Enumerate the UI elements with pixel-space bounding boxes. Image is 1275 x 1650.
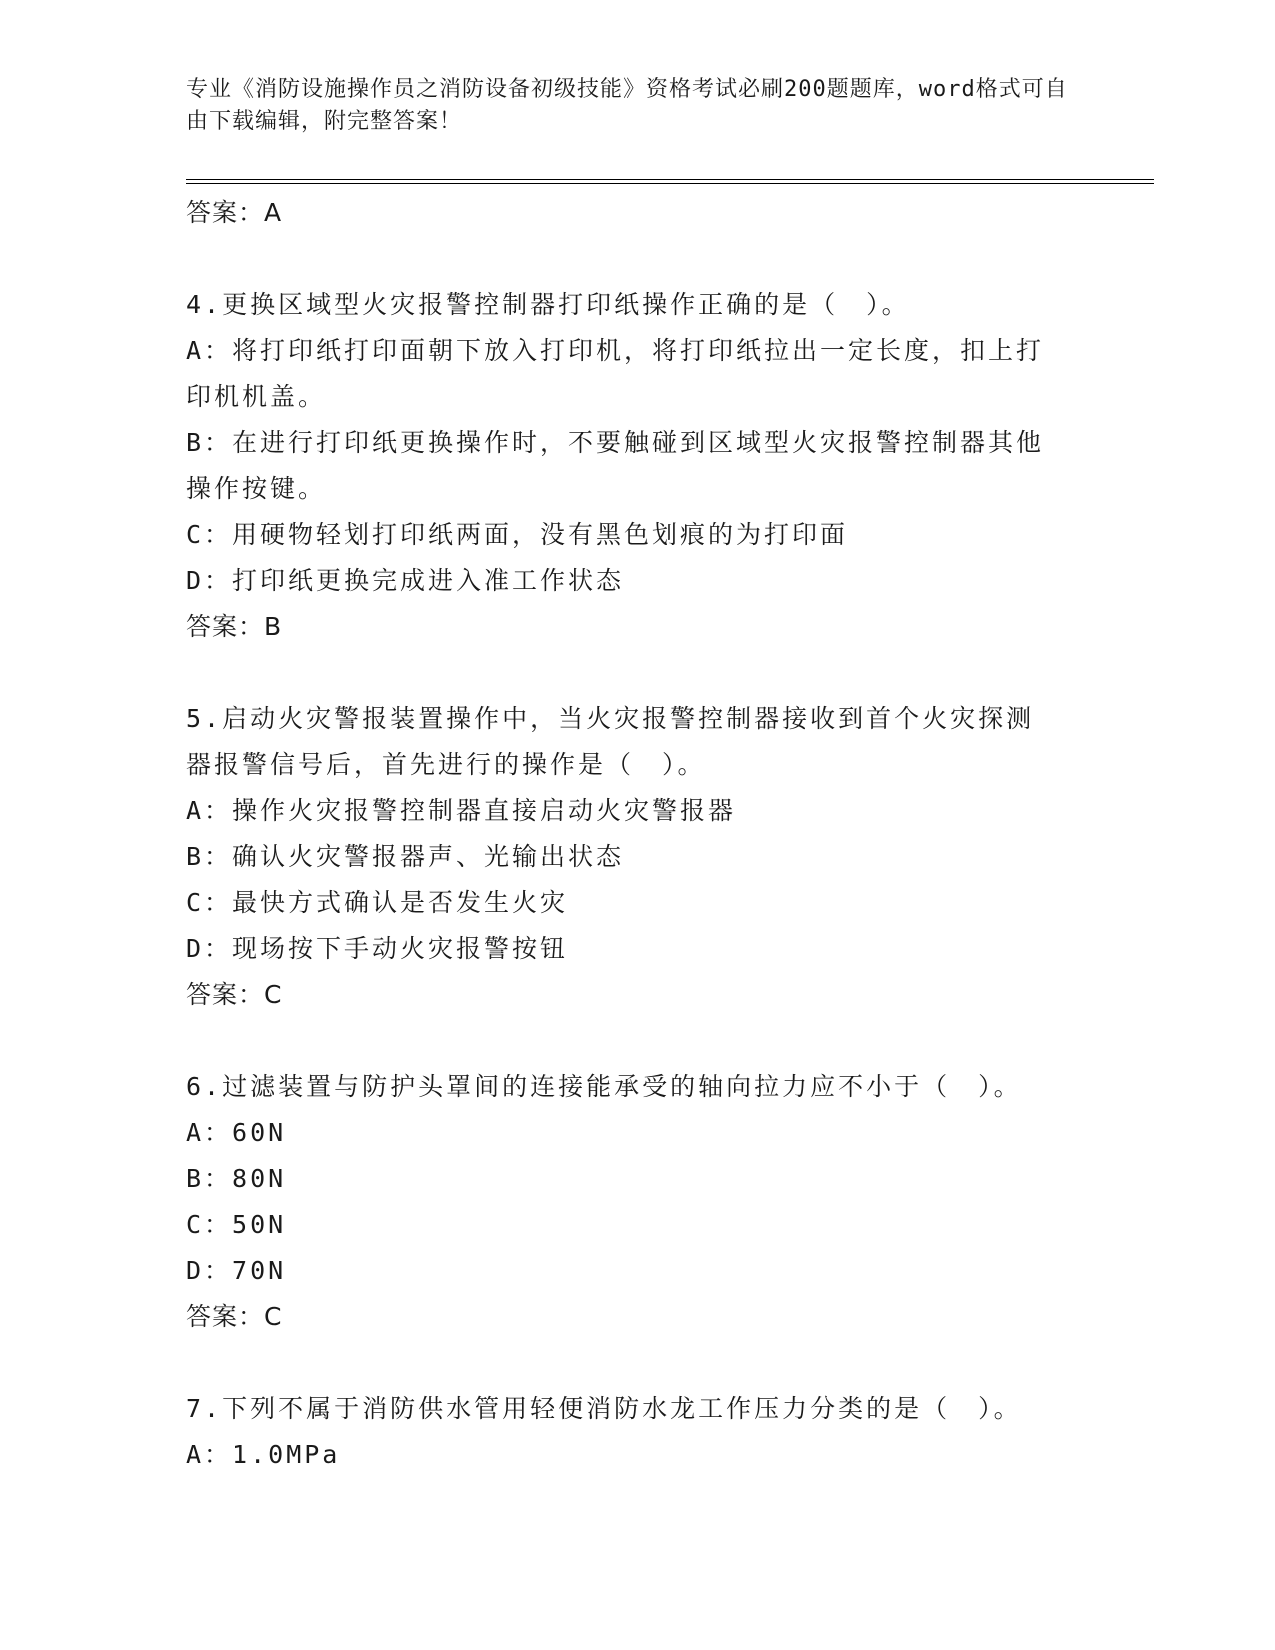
option-line: B：80N xyxy=(186,1164,287,1193)
option-line: A：60N xyxy=(186,1118,287,1147)
question-list xyxy=(186,190,1086,1478)
option-line: 印机机盖。 xyxy=(186,382,327,411)
question-block xyxy=(186,1064,1086,1340)
answer-line: 答案：C xyxy=(186,980,283,1009)
option-line: A：1.0MPa xyxy=(186,1440,341,1469)
option-line: B：在进行打印纸更换操作时，不要触碰到区域型火灾报警控制器其他 xyxy=(186,428,1045,457)
option-line: D：现场按下手动火灾报警按钮 xyxy=(186,934,569,963)
option-line: A：操作火灾报警控制器直接启动火灾警报器 xyxy=(186,796,737,825)
question-text: 器报警信号后，首先进行的操作是（ ）。 xyxy=(186,750,706,779)
question-text: 5.启动火灾警报装置操作中，当火灾报警控制器接收到首个火灾探测 xyxy=(186,704,1035,733)
option-line: D：70N xyxy=(186,1256,287,1285)
question-text: 7.下列不属于消防供水管用轻便消防水龙工作压力分类的是（ ）。 xyxy=(186,1394,1022,1423)
answer-line: 答案：C xyxy=(186,1302,283,1331)
option-line: C：50N xyxy=(186,1210,287,1239)
question-block xyxy=(186,282,1086,650)
question-text: 6.过滤装置与防护头罩间的连接能承受的轴向拉力应不小于（ ）。 xyxy=(186,1072,1022,1101)
option-line: C：用硬物轻划打印纸两面，没有黑色划痕的为打印面 xyxy=(186,520,849,549)
answer-line: 答案：A xyxy=(186,198,283,227)
header-divider-bottom xyxy=(186,183,1154,184)
answer-line: 答案：B xyxy=(186,612,283,641)
document-header: 专业《消防设施操作员之消防设备初级技能》资格考试必刷200题题库，word格式可自由下载编辑，附完整答案！ xyxy=(186,77,1068,134)
question-text: 4.更换区域型火灾报警控制器打印纸操作正确的是（ ）。 xyxy=(186,290,910,319)
option-line: A：将打印纸打印面朝下放入打印机，将打印纸拉出一定长度，扣上打 xyxy=(186,336,1045,365)
question-block xyxy=(186,696,1086,1018)
option-line: 操作按键。 xyxy=(186,474,327,503)
option-line: D：打印纸更换完成进入准工作状态 xyxy=(186,566,625,595)
question-block xyxy=(186,1386,1086,1478)
option-line: B：确认火灾警报器声、光输出状态 xyxy=(186,842,625,871)
option-line: C：最快方式确认是否发生火灾 xyxy=(186,888,569,917)
header-divider-top xyxy=(186,179,1154,180)
questions-container xyxy=(186,282,1086,1478)
